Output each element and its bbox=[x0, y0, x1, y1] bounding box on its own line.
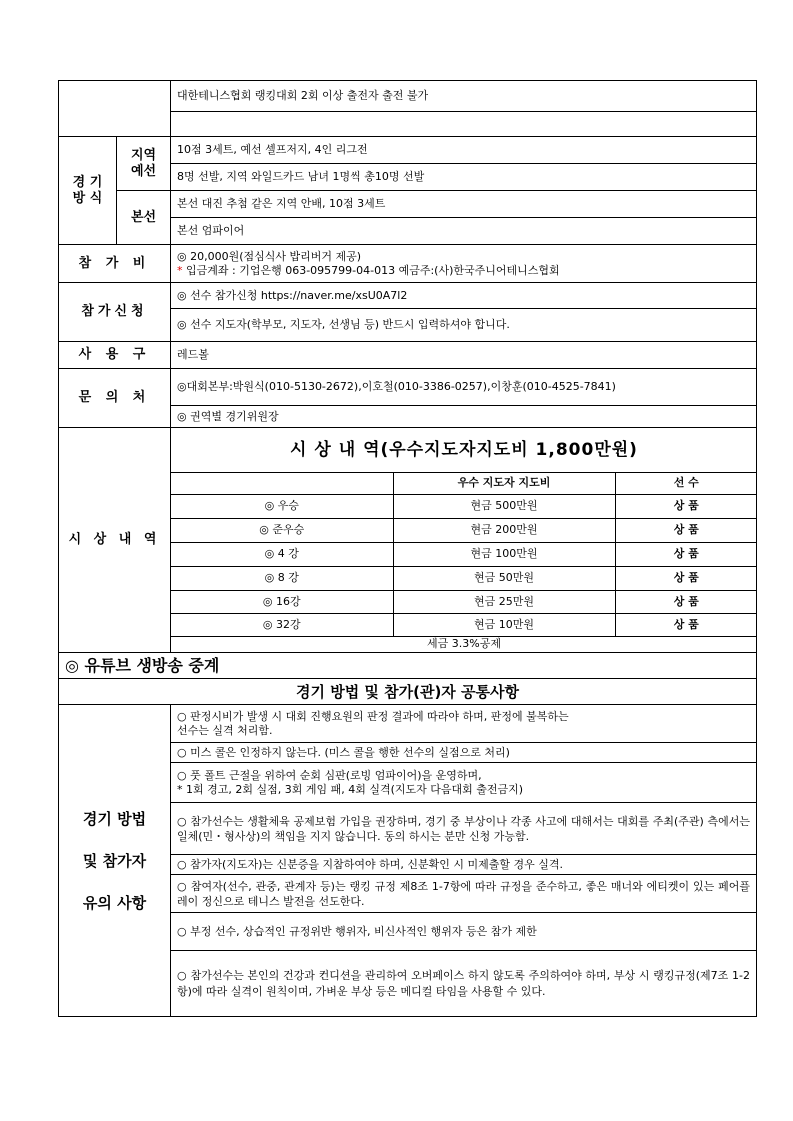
fee-line-2: 입금계좌 : 기업은행 063-095799-04-013 예금주:(사)한국주니어테니스협회 bbox=[182, 263, 560, 277]
regional-line-2: 8명 선발, 지역 와일드카드 남녀 1명씩 총10명 선발 bbox=[171, 164, 757, 191]
prize-header-player: 선 수 bbox=[615, 472, 757, 494]
prize-player: 상 품 bbox=[615, 613, 757, 636]
ball-label: 사 용 구 bbox=[59, 342, 171, 369]
prize-coach: 현금 50만원 bbox=[393, 566, 615, 590]
fee-cell bbox=[171, 245, 757, 283]
prize-coach: 현금 500만원 bbox=[393, 494, 615, 518]
top-empty-cell bbox=[171, 112, 757, 137]
contact-label: 문 의 처 bbox=[59, 369, 171, 428]
main-label: 본선 bbox=[117, 191, 171, 245]
prize-cell bbox=[171, 428, 757, 653]
prize-player: 상 품 bbox=[615, 494, 757, 518]
note-item: ○ 참가자(지도자)는 신분증을 지참하여야 하며, 신분확인 시 미제출할 경우 실격. bbox=[171, 855, 757, 875]
fee-bullet: * bbox=[177, 263, 183, 277]
prize-rank: ◎ 8 강 bbox=[171, 566, 393, 590]
main-line-1: 본선 대진 추첨 같은 지역 안배, 10점 3세트 bbox=[171, 191, 757, 218]
prize-rank: ◎ 준우승 bbox=[171, 518, 393, 542]
note-item: ○ 풋 폴트 근절을 위하여 순회 심판(로빙 엄파이어)을 운영하며, * 1회 경고, 2회 실점, 3회 게임 패, 4회 실격(지도자 다음대회 출전금지) bbox=[171, 763, 757, 803]
apply-line-2: ◎ 선수 지도자(학부모, 지도자, 선생님 등) 반드시 입력하셔야 합니다. bbox=[171, 309, 757, 342]
prize-title: 시 상 내 역(우수지도자지도비 1,800만원) bbox=[171, 428, 757, 472]
prize-rank: ◎ 4 강 bbox=[171, 542, 393, 566]
fee-line-1: ◎ 20,000원(점심식사 밥리버거 제공) bbox=[177, 249, 362, 263]
common-section-title: 경기 방법 및 참가(관)자 공통사항 bbox=[59, 679, 757, 705]
prize-rank: ◎ 16강 bbox=[171, 590, 393, 613]
notes-label-line-2: 및 참가자 bbox=[82, 851, 147, 870]
main-line-2: 본선 엄파이어 bbox=[171, 218, 757, 245]
top-note: 대한테니스협회 랭킹대회 2회 이상 출전자 출전 불가 bbox=[171, 81, 757, 112]
contact-line-1: ◎대회본부:박원식(010-5130-2672),이호철(010-3386-0257),이창훈(010-4525-7841) bbox=[171, 369, 757, 406]
format-label: 경 기 방 식 bbox=[59, 137, 117, 245]
regional-label: 지역 예선 bbox=[117, 137, 171, 191]
note-item: ○ 판정시비가 발생 시 대회 진행요원의 판정 결과에 따라야 하며, 판정에 불복하는 선수는 실격 처리함. bbox=[171, 705, 757, 743]
note-item: ○ 참여자(선수, 관중, 관계자 등)는 랭킹 규정 제8조 1-7항에 따라 규정을 준수하고, 좋은 매너와 에티켓이 있는 페어플레이 정신으로 테니스 발전을 선도한다. bbox=[171, 875, 757, 913]
prize-label: 시 상 내 역 bbox=[59, 428, 171, 653]
prize-coach: 현금 25만원 bbox=[393, 590, 615, 613]
prize-player: 상 품 bbox=[615, 566, 757, 590]
apply-label: 참가신청 bbox=[59, 283, 171, 342]
top-empty-label-cell bbox=[59, 81, 171, 137]
notes-label-line-1: 경기 방법 bbox=[82, 809, 147, 828]
prize-header-coach: 우수 지도자 지도비 bbox=[393, 472, 615, 494]
tournament-info-document bbox=[58, 80, 756, 1017]
prize-table bbox=[171, 428, 757, 652]
prize-player: 상 품 bbox=[615, 542, 757, 566]
note-item: ○ 미스 콜은 인정하지 않는다. (미스 콜을 행한 선수의 실점으로 처리) bbox=[171, 743, 757, 763]
note-item: ○ 참가선수는 생활체육 공제보험 가입을 권장하며, 경기 중 부상이나 각종 사고에 대해서는 대회를 주최(주관) 측에서는 일체(민・형사상)의 책임을 지지 않습니다. 동의 하시는 분만 신청 가능함. bbox=[171, 803, 757, 855]
fee-label: 참 가 비 bbox=[59, 245, 171, 283]
note-item: ○ 참가선수는 본인의 건강과 컨디션을 관리하여 오버페이스 하지 않도록 주의하여야 하며, 부상 시 랭킹규정(제7조 1-2항)에 따라 실격이 원칙이며, 가벼운 부상 등은 메디컬 타임을 사용할 수 있다. bbox=[171, 951, 757, 1017]
prize-rank: ◎ 우승 bbox=[171, 494, 393, 518]
contact-line-2: ◎ 권역별 경기위원장 bbox=[171, 406, 757, 428]
prize-coach: 현금 200만원 bbox=[393, 518, 615, 542]
notes-label-line-3: 유의 사항 bbox=[82, 893, 147, 912]
prize-tax-note: 세금 3.3%공제 bbox=[171, 636, 757, 652]
ball-value: 레드볼 bbox=[171, 342, 757, 369]
apply-line-1: ◎ 선수 참가신청 https://naver.me/xsU0A7l2 bbox=[171, 283, 757, 309]
fee-line-2-wrap bbox=[177, 264, 750, 278]
prize-rank: ◎ 32강 bbox=[171, 613, 393, 636]
info-table bbox=[58, 80, 757, 1017]
note-item: ○ 부정 선수, 상습적인 규정위반 행위자, 비신사적인 행위자 등은 참가 제한 bbox=[171, 913, 757, 951]
prize-coach: 현금 100만원 bbox=[393, 542, 615, 566]
prize-header-blank bbox=[171, 472, 393, 494]
prize-coach: 현금 10만원 bbox=[393, 613, 615, 636]
prize-player: 상 품 bbox=[615, 518, 757, 542]
youtube-notice: ◎ 유튜브 생방송 중계 bbox=[59, 653, 757, 679]
notes-label bbox=[59, 705, 171, 1017]
regional-line-1: 10점 3세트, 예선 셀프저지, 4인 리그전 bbox=[171, 137, 757, 164]
prize-player: 상 품 bbox=[615, 590, 757, 613]
